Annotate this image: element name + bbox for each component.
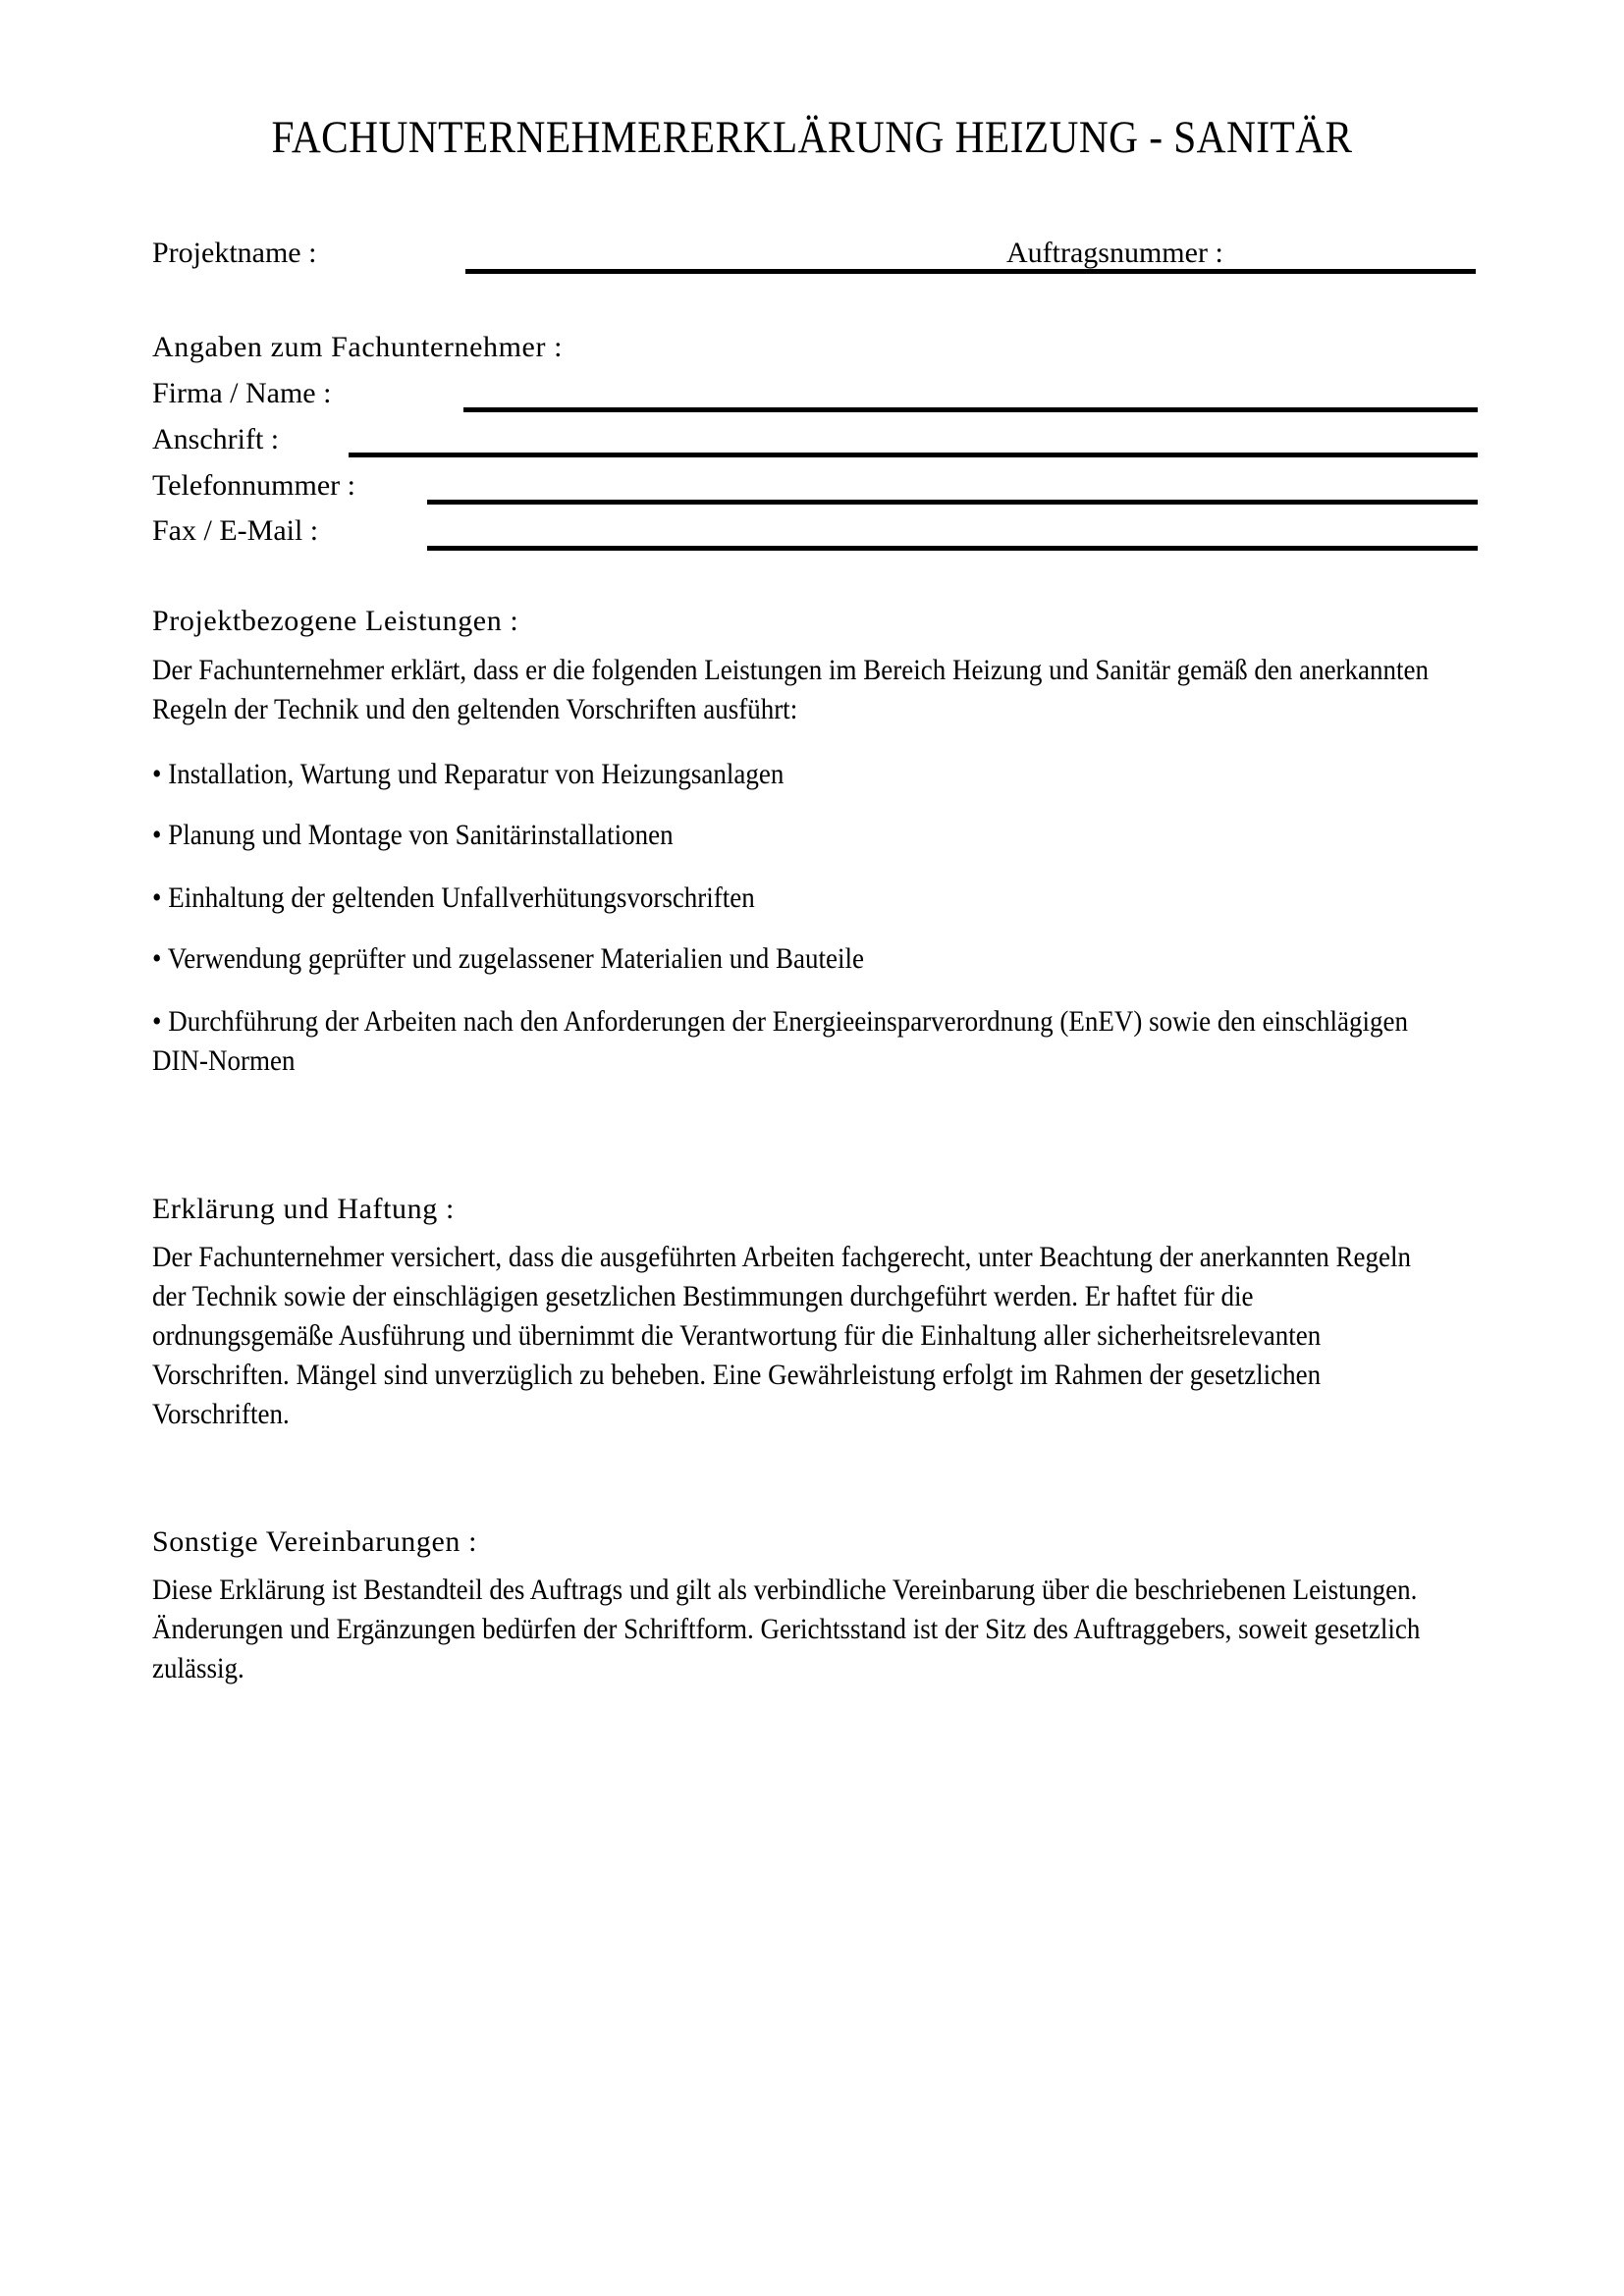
erklaerung-line: ordnungsgemäße Ausführung und übernimmt die Verantwortung für die Einhaltung aller sicherheitsrelevanten	[152, 1319, 1322, 1352]
bullet-line: • Installation, Wartung und Reparatur von Heizungsanlagen	[152, 758, 785, 790]
sonstige-line: Diese Erklärung ist Bestandteil des Auftrags und gilt als verbindliche Vereinbarung über die beschriebenen Leistungen.	[152, 1574, 1418, 1606]
bullet-item	[152, 879, 755, 918]
fax-email-label: Fax / E-Mail :	[152, 514, 319, 547]
leistungen-intro-line: Der Fachunternehmer erklärt, dass er die folgenden Leistungen im Bereich Heizung und Sanitär gemäß den anerkannten	[152, 654, 1430, 686]
bullet-line: DIN-Normen	[152, 1044, 296, 1077]
erklaerung-line: der Technik sowie der einschlägigen gesetzlichen Bestimmungen durchgeführt werden. Er haftet für die	[152, 1280, 1254, 1312]
bullet-line: • Planung und Montage von Sanitärinstallationen	[152, 819, 674, 851]
firma-name-label: Firma / Name :	[152, 377, 332, 409]
section-heading-leistungen: Projektbezogene Leistungen :	[152, 605, 519, 637]
sonstige-line: zulässig.	[152, 1652, 244, 1684]
telefonnummer-label: Telefonnummer :	[152, 469, 355, 502]
leistungen-intro-line: Regeln der Technik und den geltenden Vorschriften ausführt:	[152, 693, 798, 725]
section-heading-sonstige: Sonstige Vereinbarungen :	[152, 1525, 478, 1558]
fax-email-fill-line	[427, 546, 1478, 551]
bullet-line: • Einhaltung der geltenden Unfallverhütungsvorschriften	[152, 881, 755, 914]
bullet-item	[152, 1002, 1408, 1081]
projekt-row-fill-line	[465, 269, 1476, 274]
anschrift-fill-line	[349, 453, 1478, 457]
firma-name-fill-line	[463, 407, 1478, 412]
erklaerung-paragraph	[152, 1238, 1411, 1434]
auftragsnummer-label: Auftragsnummer :	[1006, 237, 1223, 269]
bullet-line: • Verwendung geprüfter und zugelassener Materialien und Bauteile	[152, 942, 864, 975]
sonstige-line: Änderungen und Ergänzungen bedürfen der Schriftform. Gerichtsstand ist der Sitz des Auftraggebers, soweit gesetzlich	[152, 1613, 1421, 1645]
erklaerung-line: Vorschriften.	[152, 1398, 290, 1430]
section-heading-fachunternehmer: Angaben zum Fachunternehmer :	[152, 331, 564, 363]
projektname-label: Projektname :	[152, 237, 317, 269]
telefonnummer-fill-line	[427, 500, 1478, 505]
bullet-item	[152, 939, 864, 979]
anschrift-label: Anschrift :	[152, 423, 280, 455]
document-title: FACHUNTERNEHMERERKLÄRUNG HEIZUNG - SANITÄR	[271, 112, 1353, 163]
section-heading-erklaerung: Erklärung und Haftung :	[152, 1193, 455, 1225]
bullet-item	[152, 755, 784, 794]
sonstige-paragraph	[152, 1571, 1420, 1688]
erklaerung-line: Vorschriften. Mängel sind unverzüglich zu beheben. Eine Gewährleistung erfolgt im Rahmen der gesetzlichen	[152, 1359, 1322, 1391]
bullet-line: • Durchführung der Arbeiten nach den Anforderungen der Energieeinsparverordnung (EnEV) sowie den einschlägigen	[152, 1005, 1409, 1038]
bullet-item	[152, 816, 674, 855]
erklaerung-line: Der Fachunternehmer versichert, dass die ausgeführten Arbeiten fachgerecht, unter Beachtung der anerkannten Regeln	[152, 1241, 1411, 1273]
leistungen-intro	[152, 651, 1429, 729]
